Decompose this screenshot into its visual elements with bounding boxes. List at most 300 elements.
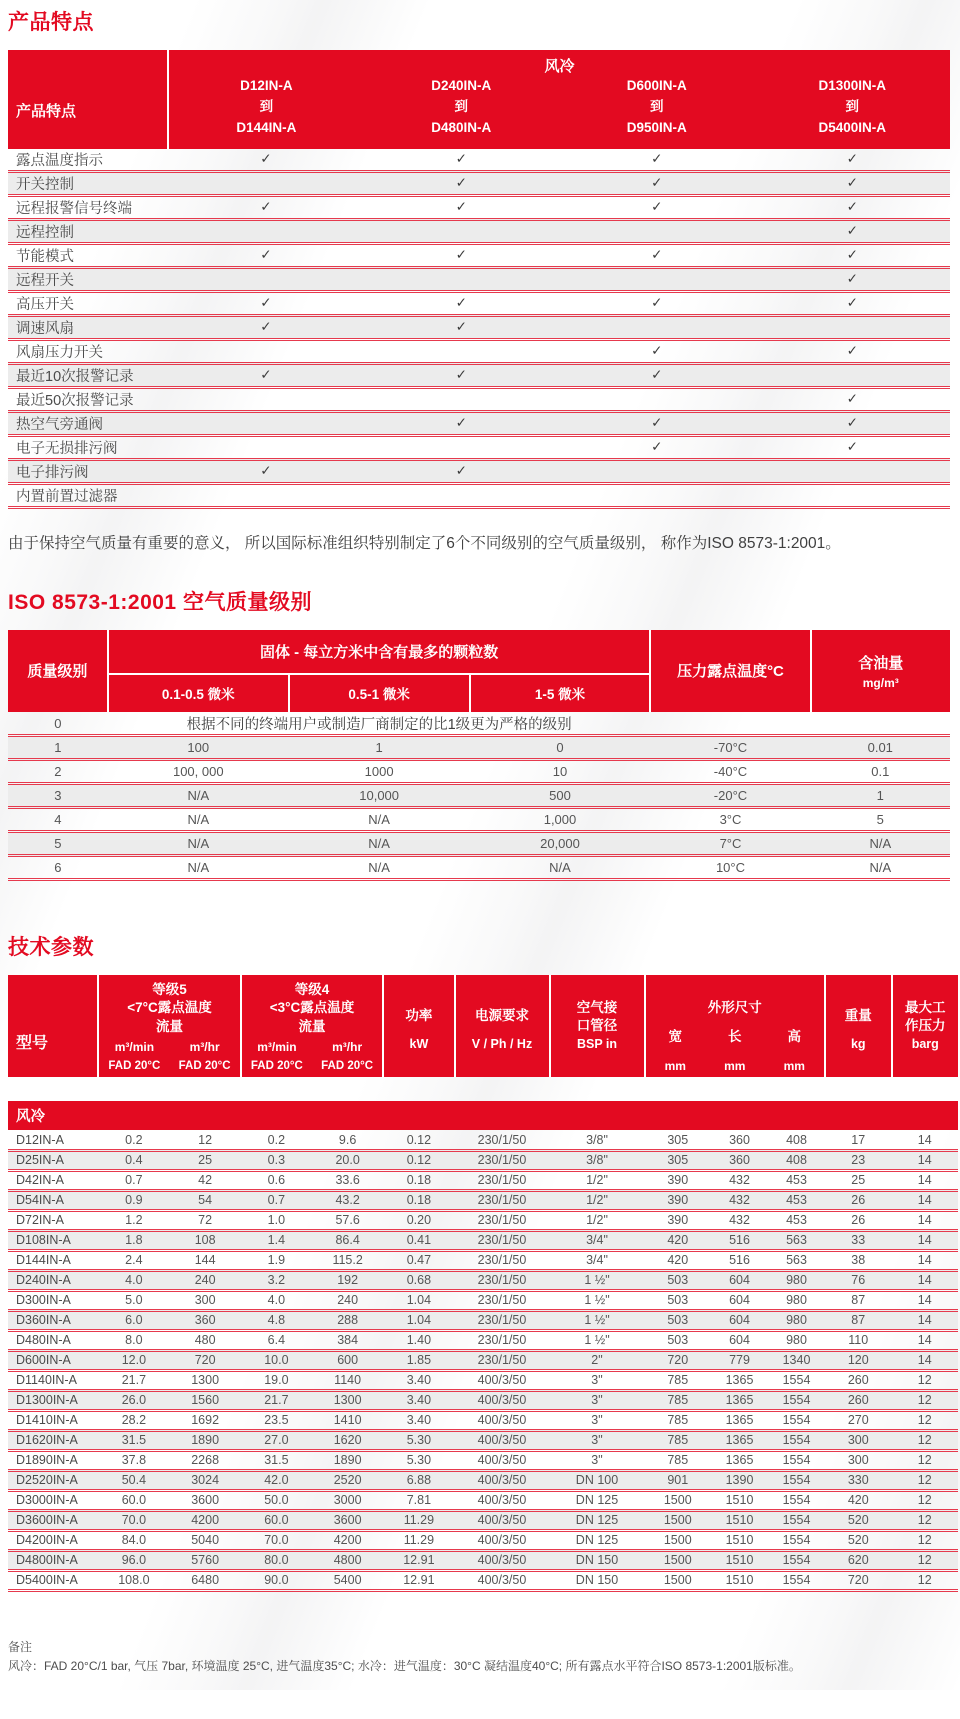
- iso-row: [8, 832, 950, 856]
- feature-model-range-line: 到: [845, 98, 859, 114]
- feature-row: [8, 171, 950, 195]
- tech-value: 230/1/50: [455, 1230, 550, 1250]
- tech-value: 12: [892, 1410, 959, 1430]
- footnote-label: 备注: [8, 1639, 33, 1654]
- tech-value: 720: [825, 1570, 892, 1590]
- check-mark: ✓: [364, 315, 559, 339]
- check-empty: [168, 411, 363, 435]
- tech-value: 420: [645, 1250, 712, 1270]
- tech-value: 3000: [312, 1490, 383, 1510]
- tech-value: 12: [892, 1490, 959, 1510]
- tech-value: 3600: [312, 1510, 383, 1530]
- intro-paragraph: 由于保持空气质量有重要的意义， 所以国际标准组织特别制定了6个不同级别的空气质量级别， 称作为ISO 8573-1:2001。: [8, 534, 841, 552]
- tech-value: 4.8: [241, 1310, 312, 1330]
- check-mark: ✓: [559, 149, 754, 172]
- feature-row: [8, 243, 950, 267]
- tech-value: 563: [768, 1250, 825, 1270]
- tech-value: 43.2: [312, 1190, 383, 1210]
- tech-value: 0.4: [98, 1150, 169, 1170]
- tech-value: 90.0: [241, 1570, 312, 1590]
- tech-value: 57.6: [312, 1210, 383, 1230]
- iso-particle-value: 10,000: [289, 784, 470, 808]
- tech-value: 288: [312, 1310, 383, 1330]
- tech-value: 1500: [645, 1490, 712, 1510]
- tech-row: [8, 1450, 958, 1470]
- tech-value: 1.4: [241, 1230, 312, 1250]
- iso-oil-value: 0.1: [811, 760, 950, 784]
- tech-value: 0.68: [383, 1270, 454, 1290]
- iso-header-micron-2: 0.5-1 微米: [289, 674, 470, 712]
- check-mark: ✓: [559, 339, 754, 363]
- check-mark: ✓: [754, 291, 950, 315]
- feature-model-range-line: D240IN-A: [431, 78, 492, 93]
- tech-value: 400/3/50: [455, 1450, 550, 1470]
- tech-value: 60.0: [98, 1490, 169, 1510]
- check-mark: ✓: [754, 387, 950, 411]
- feature-model-range-line: D480IN-A: [431, 119, 492, 135]
- tech-value: 980: [768, 1270, 825, 1290]
- tech-value: 21.7: [241, 1390, 312, 1410]
- tech-value: 2": [550, 1350, 645, 1370]
- tech-value: 453: [768, 1170, 825, 1190]
- check-mark: ✓: [168, 315, 363, 339]
- iso-row: [8, 712, 950, 736]
- tech-value: 453: [768, 1190, 825, 1210]
- tech-value: 12: [892, 1390, 959, 1410]
- tech-value: 0.12: [383, 1150, 454, 1170]
- tech-value: 12: [892, 1530, 959, 1550]
- iso-particle-value: 0: [470, 736, 651, 760]
- check-empty: [559, 483, 754, 507]
- tech-value: 230/1/50: [455, 1330, 550, 1350]
- tech-row: [8, 1510, 958, 1530]
- feature-model-range-line: 到: [454, 98, 469, 114]
- iso-particle-value: N/A: [108, 856, 289, 880]
- tech-value: 604: [711, 1330, 768, 1350]
- tech-value: 1510: [711, 1490, 768, 1510]
- tech-value: 42: [170, 1170, 241, 1190]
- tech-value: 115.2: [312, 1250, 383, 1270]
- tech-value: 300: [170, 1290, 241, 1310]
- tech-value: 1.0: [241, 1210, 312, 1230]
- iso-level: 6: [8, 856, 108, 880]
- iso-oil-value: N/A: [811, 856, 950, 880]
- tech-value: 7.81: [383, 1490, 454, 1510]
- check-empty: [559, 219, 754, 243]
- iso-row: [8, 808, 950, 832]
- tech-value: 1 ½": [550, 1330, 645, 1350]
- check-mark: ✓: [754, 411, 950, 435]
- check-mark: ✓: [754, 267, 950, 291]
- tech-value: 384: [312, 1330, 383, 1350]
- tech-value: 84.0: [98, 1530, 169, 1550]
- check-mark: ✓: [168, 291, 363, 315]
- check-mark: ✓: [168, 459, 363, 483]
- tech-value: 96.0: [98, 1550, 169, 1570]
- tech-value: 11.29: [383, 1510, 454, 1530]
- tech-row: [8, 1150, 958, 1170]
- tech-value: 2520: [312, 1470, 383, 1490]
- features-table-body: [8, 149, 950, 508]
- check-mark: ✓: [559, 435, 754, 459]
- feature-row: [8, 483, 950, 507]
- iso-level: 4: [8, 808, 108, 832]
- iso-header-level: 质量级别: [8, 630, 108, 712]
- tech-row: [8, 1550, 958, 1570]
- check-empty: [168, 267, 363, 291]
- tech-value: 420: [645, 1230, 712, 1250]
- tech-value: 1500: [645, 1550, 712, 1570]
- tech-value: 3.2: [241, 1270, 312, 1290]
- feature-label: 远程开关: [8, 267, 168, 291]
- tech-model: D72IN-A: [8, 1210, 98, 1230]
- check-mark: ✓: [168, 363, 363, 387]
- tech-value: DN 125: [550, 1490, 645, 1510]
- tech-value: 785: [645, 1390, 712, 1410]
- features-table-corner-label: 产品特点: [8, 50, 168, 149]
- tech-value: 0.2: [98, 1130, 169, 1150]
- tech-value: 1560: [170, 1390, 241, 1410]
- tech-value: 720: [170, 1350, 241, 1370]
- tech-value: 87: [825, 1290, 892, 1310]
- feature-label: 调速风扇: [8, 315, 168, 339]
- tech-value: 1554: [768, 1370, 825, 1390]
- iso-level: 0: [8, 712, 108, 736]
- tech-model: D360IN-A: [8, 1310, 98, 1330]
- tech-header-air-port: 空气接 口管径 BSP in: [550, 975, 645, 1077]
- tech-value: 240: [312, 1290, 383, 1310]
- tech-value: 19.0: [241, 1370, 312, 1390]
- tech-value: 300: [825, 1430, 892, 1450]
- tech-value: 400/3/50: [455, 1530, 550, 1550]
- tech-value: 42.0: [241, 1470, 312, 1490]
- iso-oil-value: 0.01: [811, 736, 950, 760]
- check-empty: [168, 483, 363, 507]
- tech-value: 230/1/50: [455, 1210, 550, 1230]
- feature-row: [8, 459, 950, 483]
- tech-section-label: 风冷: [8, 1101, 958, 1130]
- tech-value: 520: [825, 1530, 892, 1550]
- tech-value: 38: [825, 1250, 892, 1270]
- tech-value: 72: [170, 1210, 241, 1230]
- tech-value: 980: [768, 1290, 825, 1310]
- tech-value: 390: [645, 1170, 712, 1190]
- feature-label: 节能模式: [8, 243, 168, 267]
- check-mark: ✓: [559, 291, 754, 315]
- tech-model: D240IN-A: [8, 1270, 98, 1290]
- tech-value: 120: [825, 1350, 892, 1370]
- tech-row: [8, 1290, 958, 1310]
- tech-value: 1554: [768, 1570, 825, 1590]
- tech-value: 400/3/50: [455, 1470, 550, 1490]
- tech-value: 620: [825, 1550, 892, 1570]
- tech-value: 1300: [170, 1370, 241, 1390]
- check-mark: ✓: [754, 219, 950, 243]
- tech-value: 12.0: [98, 1350, 169, 1370]
- tech-value: 0.18: [383, 1170, 454, 1190]
- iso-level: 3: [8, 784, 108, 808]
- tech-value: 25: [170, 1150, 241, 1170]
- feature-model-range-line: D5400IN-A: [818, 119, 886, 135]
- iso-header-oil-label: 含油量: [858, 654, 904, 672]
- tech-model: D25IN-A: [8, 1150, 98, 1170]
- check-empty: [168, 219, 363, 243]
- check-mark: ✓: [168, 195, 363, 219]
- iso-oil-value: N/A: [811, 832, 950, 856]
- tech-value: 1140: [312, 1370, 383, 1390]
- tech-value: 720: [645, 1350, 712, 1370]
- iso-particle-value: 100, 000: [108, 760, 289, 784]
- feature-model-range-line: D144IN-A: [236, 119, 297, 135]
- check-mark: ✓: [364, 171, 559, 195]
- check-empty: [168, 435, 363, 459]
- tech-value: 1 ½": [550, 1290, 645, 1310]
- tech-value: 108.0: [98, 1570, 169, 1590]
- iso-particle-value: 1000: [289, 760, 470, 784]
- iso-dew-value: -70°C: [650, 736, 810, 760]
- tech-value: 604: [711, 1310, 768, 1330]
- feature-model-range-line: 到: [650, 98, 664, 114]
- tech-value: 9.6: [312, 1130, 383, 1150]
- tech-value: 1365: [711, 1390, 768, 1410]
- tech-value: 785: [645, 1410, 712, 1430]
- tech-value: 110: [825, 1330, 892, 1350]
- check-mark: ✓: [559, 411, 754, 435]
- check-mark: ✓: [754, 243, 950, 267]
- tech-value: 1890: [312, 1450, 383, 1470]
- tech-value: 516: [711, 1250, 768, 1270]
- tech-value: 390: [645, 1190, 712, 1210]
- tech-row: [8, 1250, 958, 1270]
- tech-value: 600: [312, 1350, 383, 1370]
- tech-header-grade5-flow: 等级5 <7°C露点温度 流量 m³/min FAD 20°C m³/hr FAD 20°C: [98, 975, 241, 1077]
- tech-value: 33: [825, 1230, 892, 1250]
- tech-value: 108: [170, 1230, 241, 1250]
- iso-header-oil-content: [811, 630, 950, 712]
- tech-value: 1.04: [383, 1290, 454, 1310]
- tech-value: 14: [892, 1250, 959, 1270]
- iso-dew-value: 3°C: [650, 808, 810, 832]
- feature-model-range-line: D12IN-A: [240, 78, 293, 93]
- tech-value: 14: [892, 1210, 959, 1230]
- tech-value: 1340: [768, 1350, 825, 1370]
- feature-label: 热空气旁通阀: [8, 411, 168, 435]
- check-mark: ✓: [559, 195, 754, 219]
- feature-label: 高压开关: [8, 291, 168, 315]
- iso-header-dew-point: 压力露点温度°C: [650, 630, 810, 712]
- tech-value: 230/1/50: [455, 1270, 550, 1290]
- tech-value: 3.40: [383, 1370, 454, 1390]
- tech-value: 360: [170, 1310, 241, 1330]
- tech-value: 12: [170, 1130, 241, 1150]
- tech-value: 5400: [312, 1570, 383, 1590]
- feature-model-range-line: D1300IN-A: [818, 78, 886, 93]
- tech-value: 27.0: [241, 1430, 312, 1450]
- tech-value: 480: [170, 1330, 241, 1350]
- tech-value: 400/3/50: [455, 1550, 550, 1570]
- tech-value: 1/2": [550, 1190, 645, 1210]
- tech-value: 0.6: [241, 1170, 312, 1190]
- tech-value: 1500: [645, 1510, 712, 1530]
- tech-value: 5040: [170, 1530, 241, 1550]
- tech-value: 3": [550, 1450, 645, 1470]
- check-empty: [168, 171, 363, 195]
- tech-header-power-supply: 电源要求 V / Ph / Hz: [455, 975, 550, 1077]
- tech-value: 240: [170, 1270, 241, 1290]
- feature-row: [8, 195, 950, 219]
- tech-value: 12: [892, 1370, 959, 1390]
- tech-row: [8, 1270, 958, 1290]
- tech-row: [8, 1490, 958, 1510]
- tech-value: 1554: [768, 1390, 825, 1410]
- tech-value: 76: [825, 1270, 892, 1290]
- iso-particle-value: 1: [289, 736, 470, 760]
- check-empty: [559, 387, 754, 411]
- tech-value: 54: [170, 1190, 241, 1210]
- tech-value: 360: [711, 1130, 768, 1150]
- tech-value: 785: [645, 1370, 712, 1390]
- tech-value: 1.8: [98, 1230, 169, 1250]
- check-mark: ✓: [364, 195, 559, 219]
- feature-model-range-line: D600IN-A: [626, 78, 687, 93]
- tech-header-max-pressure: 最大工 作压力 barg: [892, 975, 959, 1077]
- check-empty: [754, 315, 950, 339]
- feature-label: 最近10次报警记录: [8, 363, 168, 387]
- tech-value: 0.3: [241, 1150, 312, 1170]
- tech-value: 400/3/50: [455, 1490, 550, 1510]
- tech-value: 5.30: [383, 1450, 454, 1470]
- tech-value: 1620: [312, 1430, 383, 1450]
- tech-value: 3": [550, 1430, 645, 1450]
- check-empty: [364, 435, 559, 459]
- check-mark: ✓: [754, 171, 950, 195]
- tech-row: [8, 1430, 958, 1450]
- feature-label: 电子排污阀: [8, 459, 168, 483]
- feature-row: [8, 219, 950, 243]
- check-mark: ✓: [168, 243, 363, 267]
- tech-value: 50.0: [241, 1490, 312, 1510]
- tech-value: 230/1/50: [455, 1250, 550, 1270]
- tech-value: 1554: [768, 1530, 825, 1550]
- tech-value: 50.4: [98, 1470, 169, 1490]
- tech-value: 5.0: [98, 1290, 169, 1310]
- iso-oil-value: 5: [811, 808, 950, 832]
- tech-value: 4.0: [98, 1270, 169, 1290]
- tech-value: 1890: [170, 1430, 241, 1450]
- check-empty: [754, 363, 950, 387]
- check-mark: ✓: [364, 149, 559, 172]
- tech-value: 1554: [768, 1450, 825, 1470]
- feature-row: [8, 387, 950, 411]
- iso-table: [8, 630, 950, 882]
- footnote: [8, 1638, 950, 1676]
- tech-table: [8, 975, 958, 1592]
- tech-value: 26.0: [98, 1390, 169, 1410]
- tech-model: D108IN-A: [8, 1230, 98, 1250]
- check-empty: [754, 483, 950, 507]
- tech-value: 4.0: [241, 1290, 312, 1310]
- tech-value: 25: [825, 1170, 892, 1190]
- tech-model: D1620IN-A: [8, 1430, 98, 1450]
- check-mark: ✓: [168, 149, 363, 172]
- check-mark: ✓: [754, 195, 950, 219]
- tech-row: [8, 1530, 958, 1550]
- tech-row: [8, 1410, 958, 1430]
- iso-oil-value: [811, 712, 950, 736]
- feature-label: 最近50次报警记录: [8, 387, 168, 411]
- check-mark: ✓: [754, 149, 950, 172]
- iso-particle-value: N/A: [470, 856, 651, 880]
- tech-value: 87: [825, 1310, 892, 1330]
- tech-value: 0.20: [383, 1210, 454, 1230]
- tech-value: 80.0: [241, 1550, 312, 1570]
- tech-value: 14: [892, 1150, 959, 1170]
- tech-model: D480IN-A: [8, 1330, 98, 1350]
- tech-value: 3600: [170, 1490, 241, 1510]
- tech-model: D42IN-A: [8, 1170, 98, 1190]
- feature-row: [8, 411, 950, 435]
- tech-value: 2.4: [98, 1250, 169, 1270]
- tech-model: D144IN-A: [8, 1250, 98, 1270]
- tech-value: 420: [825, 1490, 892, 1510]
- tech-value: 520: [825, 1510, 892, 1530]
- tech-value: 400/3/50: [455, 1570, 550, 1590]
- tech-section-row: [8, 1101, 958, 1130]
- tech-model: D600IN-A: [8, 1350, 98, 1370]
- iso-dew-value: [650, 712, 810, 736]
- tech-value: 3": [550, 1410, 645, 1430]
- tech-value: 408: [768, 1150, 825, 1170]
- tech-value: 305: [645, 1130, 712, 1150]
- tech-value: 0.9: [98, 1190, 169, 1210]
- tech-value: 1510: [711, 1550, 768, 1570]
- feature-row: [8, 315, 950, 339]
- tech-header-model: 型号: [8, 975, 98, 1077]
- tech-value: DN 150: [550, 1550, 645, 1570]
- tech-value: 14: [892, 1310, 959, 1330]
- tech-value: 14: [892, 1230, 959, 1250]
- iso-particle-value: N/A: [289, 808, 470, 832]
- tech-model: D1300IN-A: [8, 1390, 98, 1410]
- check-mark: ✓: [754, 435, 950, 459]
- feature-model-range-line: D950IN-A: [626, 119, 687, 135]
- tech-value: 28.2: [98, 1410, 169, 1430]
- iso-oil-value: 1: [811, 784, 950, 808]
- tech-model: D2520IN-A: [8, 1470, 98, 1490]
- feature-label: 远程报警信号终端: [8, 195, 168, 219]
- tech-value: 230/1/50: [455, 1150, 550, 1170]
- features-table: [8, 50, 950, 509]
- check-mark: ✓: [559, 363, 754, 387]
- footnote-text: 风冷：FAD 20°C/1 bar, 气压 7bar, 环境温度 25°C, 进气温度35°C; 水冷：进气温度：30°C 凝结温度40°C; 所有露点水平符合ISO 8573-1:2001版标准。: [8, 1658, 801, 1673]
- tech-value: 503: [645, 1330, 712, 1350]
- check-empty: [364, 387, 559, 411]
- tech-header-gap: [8, 1077, 958, 1101]
- tech-value: 980: [768, 1310, 825, 1330]
- tech-value: 6480: [170, 1570, 241, 1590]
- feature-row: [8, 435, 950, 459]
- feature-row: [8, 339, 950, 363]
- tech-value: 14: [892, 1170, 959, 1190]
- tech-value: 20.0: [312, 1150, 383, 1170]
- tech-value: 3/4": [550, 1250, 645, 1270]
- tech-value: 400/3/50: [455, 1390, 550, 1410]
- tech-model: D300IN-A: [8, 1290, 98, 1310]
- check-mark: ✓: [559, 243, 754, 267]
- tech-value: 12: [892, 1470, 959, 1490]
- tech-value: 3.40: [383, 1390, 454, 1410]
- tech-model: D1890IN-A: [8, 1450, 98, 1470]
